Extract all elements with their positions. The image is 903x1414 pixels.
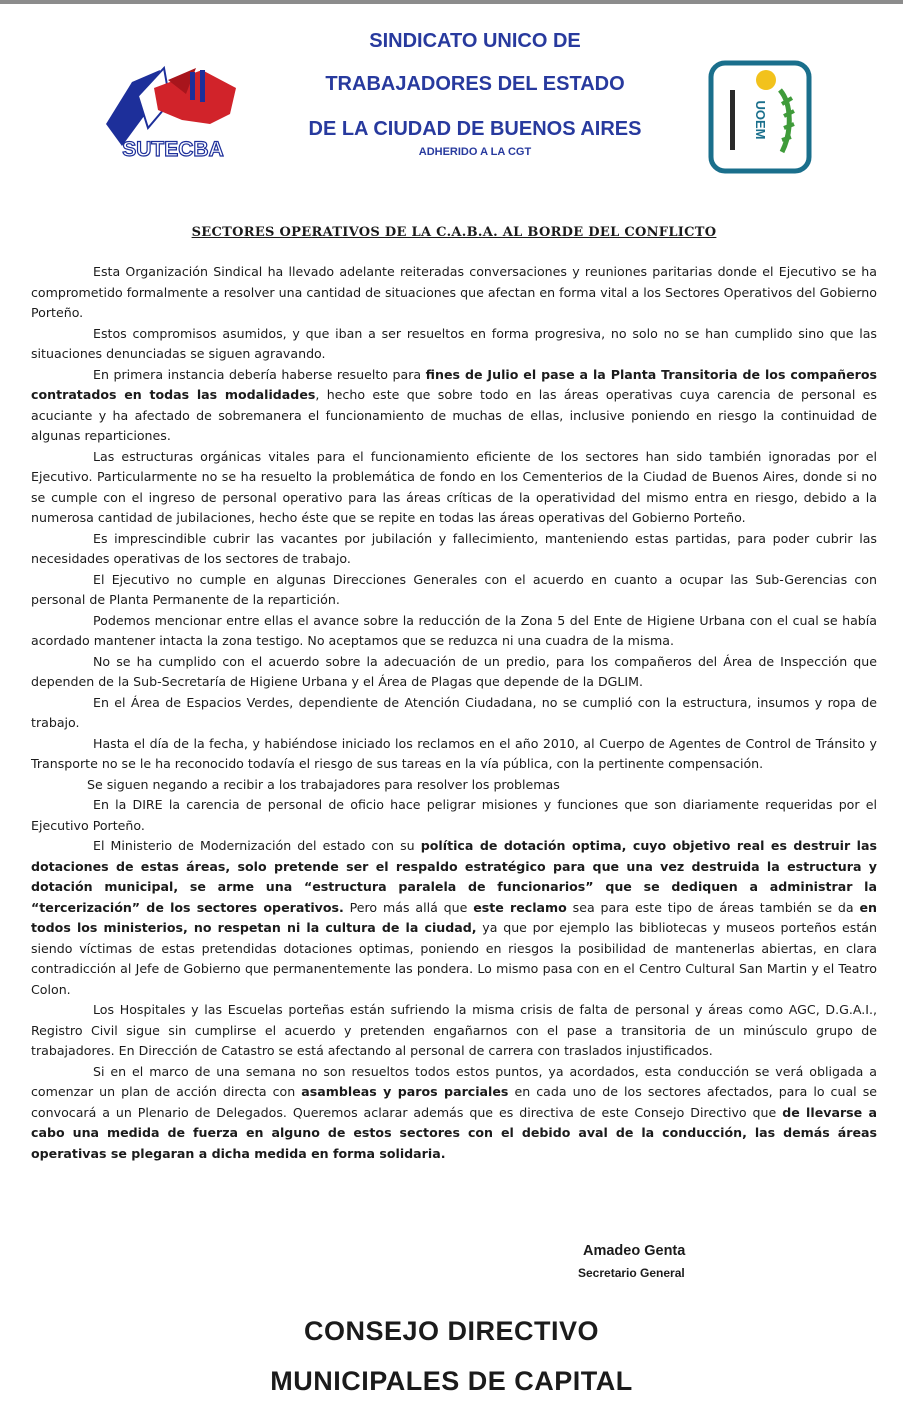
text-run: En el Área de Espacios Verdes, dependiente de Atención Ciudadana, no se cumplió con la estructura, insumos y ropa de trabajo.: [31, 694, 877, 730]
text-run: Estos compromisos asumidos, y que iban a ser resueltos en forma progresiva, no solo no se han cumplido sino que las situaciones denunciadas se siguen agravando.: [31, 325, 877, 361]
signature-role: Secretario General: [578, 1266, 685, 1280]
text-run: Es imprescindible cubrir las vacantes por jubilación y fallecimiento, manteniendo estas partidas, para poder cubrir las necesidades operativas de los sectores de trabajo.: [31, 530, 877, 566]
union-name-line-2: TRABAJADORES DEL ESTADO: [325, 73, 625, 95]
text-run: Los Hospitales y las Escuelas porteñas están sufriendo la misma crisis de falta de personal y áreas como AGC, D.G.A.I., Registro Civil sigue sin cumplirse el acuerdo y pretenden engañarnos con el pase a transitoria de un minúsculo grupo de trabajadores. En Dirección de Catastro se está afectando al personal de carrera con traslados injustificados.: [31, 1002, 877, 1058]
text-run: No se ha cumplido con el acuerdo sobre la adecuación de un predio, para los compañeros del Área de Inspección que dependen de la Sub-Secretaría de Higiene Urbana y el Área de Plagas que depende de la DGLIM.: [31, 653, 877, 689]
text-run: en cada uno de los sectores afectados, para lo cual se convocará a un Plenario de Delegados. Queremos aclarar además que es directiva de este Consejo Directivo que: [31, 1084, 877, 1120]
text-run: sea para este tipo de áreas también se da: [566, 899, 860, 915]
uoem-logo: [708, 60, 812, 174]
text-run: Si en el marco de una semana no son resueltos todos estos puntos, ya acordados, esta conducción se verá obligada a comenzar un plan de acción directa con: [31, 1063, 877, 1099]
footer-line-2: MUNICIPALES DE CAPITAL: [270, 1366, 633, 1396]
body-paragraph: [31, 365, 877, 447]
text-run: , hecho este que sobre todo en las áreas operativas cuya carencia de personal es acuciante y ha afectado de sobremanera el funcionamiento de muchas de ellas, inclusive poniendo en riesgo la continuidad de algunas reparticiones.: [31, 387, 877, 443]
uoem-logo-text: UOEM: [753, 100, 768, 140]
text-run: El Ejecutivo no cumple en algunas Direcciones Generales con el acuerdo en cuanto a ocupar las Sub-Gerencias con personal de Planta Permanente de la repartición.: [31, 571, 877, 607]
union-affiliation: ADHERIDO A LA CGT: [418, 146, 532, 158]
bold-text-run: este reclamo: [473, 899, 567, 915]
body-paragraph: [31, 1062, 877, 1165]
body-paragraph: [31, 570, 877, 611]
body-paragraph: [31, 775, 877, 796]
union-name-line-3: DE LA CIUDAD DE BUENOS AIRES: [308, 118, 642, 140]
text-run: Se siguen negando a recibir a los trabajadores para resolver los problemas: [87, 776, 560, 792]
text-run: Podemos mencionar entre ellas el avance sobre la reducción de la Zona 5 del Ente de Higiene Urbana con el cual se había acordado mantener intacta la zona testigo. No aceptamos que se reduzca ni una cuadra de la misma.: [31, 612, 877, 648]
body-paragraph: [31, 1000, 877, 1062]
body-paragraph: [31, 836, 877, 1000]
document-title: SECTORES OPERATIVOS DE LA C.A.B.A. AL BORDE DEL CONFLICTO: [191, 225, 717, 240]
body-paragraph: [31, 262, 877, 324]
body-paragraph: [31, 447, 877, 529]
body-paragraph: [31, 734, 877, 775]
body-paragraph: [31, 529, 877, 570]
text-run: ya que por ejemplo las bibliotecas y museos porteños están siendo víctimas de estas pretendidas dotaciones optimas, poniendo en riesgos la posibilidad de mantenerlas abiertas, en clara contradicción al Jefe de Gobierno que permanentemente las pondera. Lo mismo pasa con en el Centro Cultural San Martin y el Teatro Colon.: [31, 920, 878, 997]
text-run: Las estructuras orgánicas vitales para el funcionamiento eficiente de los sectores han sido también ignoradas por el Ejecutivo. Particularmente no se ha resuelto la problemática de fondo en los Cementerios de la Ciudad de Buenos Aires, donde si no se cumple con el ingreso de personal operativo para las áreas críticas de la operatividad del mismo entra en riesgo, debido a la numerosa cantidad de jubilaciones, hecho éste que se repite en todas las áreas operativas del Gobierno Porteño.: [31, 448, 877, 525]
text-run: En la DIRE la carencia de personal de oficio hace peligrar misiones y funciones que son diariamente requeridas por el Ejecutivo Porteño.: [31, 797, 877, 833]
bold-text-run: de llevarse a cabo una medida de fuerza en alguno de estos sectores con el debido aval de la conducción, las demás áreas operativas se plegaran a dicha medida en forma solidaria.: [31, 1104, 877, 1161]
signature-name: Amadeo Genta: [583, 1243, 686, 1259]
body-paragraph: [31, 693, 877, 734]
footer-line-1: CONSEJO DIRECTIVO: [303, 1316, 600, 1346]
body-paragraph: [31, 652, 877, 693]
bold-text-run: en todos los ministerios, no respetan ni la cultura de la ciudad,: [31, 899, 877, 935]
text-run: Esta Organización Sindical ha llevado adelante reiteradas conversaciones y reuniones paritarias donde el Ejecutivo se ha comprometido formalmente a resolver una cantidad de situaciones que afectan en forma vital a los Sectores Operativos del Gobierno Porteño.: [31, 264, 877, 320]
text-run: Hasta el día de la fecha, y habiéndose iniciado los reclamos en el año 2010, al Cuerpo de Agentes de Control de Tránsito y Transporte no se le ha reconocido todavía el riesgo de sus tareas en la vía pública, con la pertinente compensación.: [31, 735, 877, 771]
bold-text-run: asambleas y paros parciales: [301, 1084, 509, 1099]
sutecba-logo-text: SUTECBA: [122, 138, 224, 161]
body-paragraph: [31, 324, 877, 365]
body-paragraph: [31, 795, 877, 836]
bold-text-run: política de dotación optima, cuyo objetivo real es destruir las dotaciones de estas áreas, solo pretende ser el respaldo estratégico para que una vez destruida la estructura y dotación municipal, se arme una “estructura paralela de funcionarios” que se dediquen a administrar la “tercerización” de los sectores operativos.: [31, 838, 877, 915]
top-border: [0, 0, 903, 4]
document-body: [31, 262, 877, 1164]
body-paragraph: [31, 611, 877, 652]
text-run: En primera instancia debería haberse resuelto para: [93, 366, 426, 382]
bold-text-run: fines de Julio el pase a la Planta Transitoria de los compañeros contratados en todas las modalidades: [31, 366, 878, 402]
sutecba-logo: [98, 62, 248, 170]
text-run: Pero más allá que: [343, 899, 474, 915]
text-run: El Ministerio de Modernización del estado con su: [93, 838, 421, 853]
union-name-line-1: SINDICATO UNICO DE: [369, 30, 581, 52]
